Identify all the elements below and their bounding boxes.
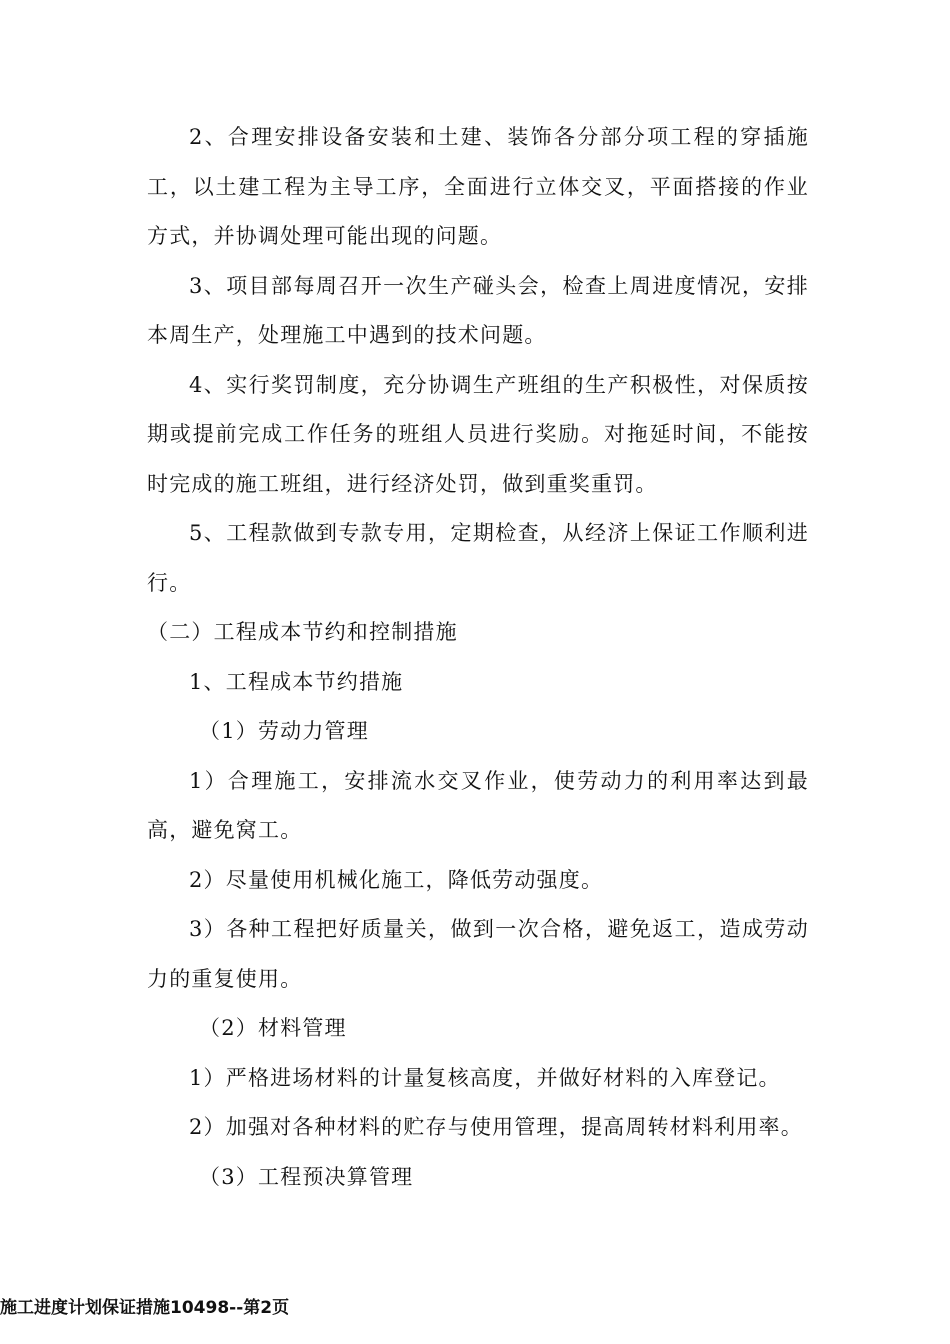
paragraph-item-3: 3、项目部每周召开一次生产碰头会，检查上周进度情况，安排本周生产，处理施工中遇到的技术问题。 [147, 273, 809, 347]
labor-item-1: 1）合理施工，安排流水交叉作业，使劳动力的利用率达到最高，避免窝工。 [147, 768, 809, 842]
subheading-material-management: （2）材料管理 [199, 1016, 347, 1040]
document-body [147, 113, 809, 1202]
subheading-budget-management: （3）工程预决算管理 [199, 1164, 414, 1189]
material-item-2: 2）加强对各种材料的贮存与使用管理，提高周转材料利用率。 [189, 1115, 803, 1139]
paragraph-item-5: 5、工程款做到专款专用，定期检查，从经济上保证工作顺利进行。 [147, 521, 809, 595]
labor-item-2: 2）尽量使用机械化施工，降低劳动强度。 [189, 867, 604, 892]
material-item-1: 1）严格进场材料的计量复核高度，并做好材料的入库登记。 [189, 1065, 781, 1090]
subheading-labor-management: （1）劳动力管理 [199, 719, 369, 743]
paragraph-item-2: 2、合理安排设备安装和土建、装饰各分部分项工程的穿插施工，以土建工程为主导工序，全面进行立体交叉，平面搭接的作业方式，并协调处理可能出现的问题。 [147, 125, 809, 248]
labor-item-3: 3）各种工程把好质量关，做到一次合格，避免返工，造成劳动力的重复使用。 [147, 917, 809, 991]
page-footer: 施工进度计划保证措施10498--第2页 [0, 1298, 290, 1318]
paragraph-item-4: 4、实行奖罚制度，充分协调生产班组的生产积极性，对保质按期或提前完成工作任务的班组人员进行奖励。对拖延时间，不能按时完成的施工班组，进行经济处罚，做到重奖重罚。 [147, 372, 809, 496]
section-heading-cost-control: （二）工程成本节约和控制措施 [147, 620, 458, 644]
subsection-heading-cost-saving: 1、工程成本节约措施 [189, 669, 404, 694]
